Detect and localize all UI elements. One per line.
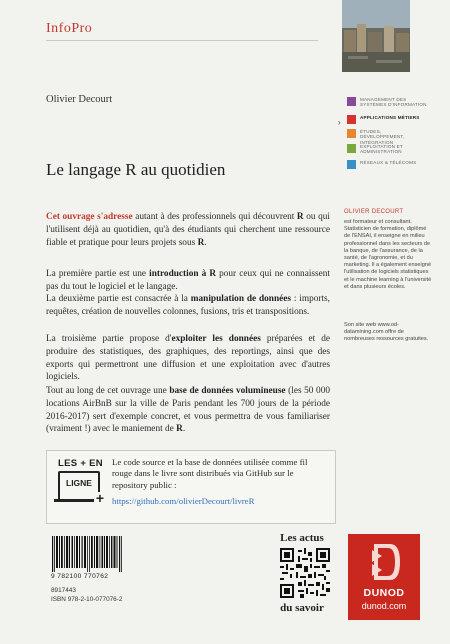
part3-text: préparées et de produire des statistiques, des graphiques, des reportings, ainsi que des exports qui permettront une diffusion et une exploitation avec d'autres logiciels. [46, 334, 330, 383]
brand-initial: I [46, 21, 52, 36]
part2-bold: manipulation de données [190, 294, 291, 304]
sidebar-author-name: OLIVIER DECOURT [344, 209, 404, 215]
intro-text: autant à des professionnels qui découvrent [132, 212, 297, 222]
paragraph-database [46, 385, 330, 436]
database-r: R [176, 424, 183, 435]
chevron-right-icon: › [338, 118, 341, 127]
category-label: EXPLOITATION ET ADMINISTRATION [360, 144, 403, 155]
qr-code-icon [280, 548, 330, 598]
isbn: ISBN 978-2-10-077076-2 [51, 596, 123, 603]
cover-photo [342, 0, 410, 72]
intro-r: R [197, 237, 205, 248]
brand-rest: nfoPro [51, 21, 93, 36]
category-swatch [347, 115, 356, 124]
category-swatch [347, 129, 356, 138]
part3-bold: exploiter les données [171, 334, 261, 344]
reference-number: 8917443 [51, 587, 76, 594]
badge-screen-text: LIGNE [66, 478, 92, 488]
sidebar-website: Son site web www.od-datamining.com offre de nombreuses ressources gratuites. [344, 322, 429, 343]
paragraph-part2 [46, 293, 330, 319]
online-box-text: Le code source et la base de données utilisée comme fil rouge dans le livre sont distribués via GitHub sur le repository public : [112, 457, 308, 490]
category-swatch [347, 144, 356, 153]
intro-lead: Cet ouvrage s'adresse [46, 212, 133, 222]
part2-text: La deuxième partie est consacrée à la [46, 294, 191, 304]
category-swatch [347, 97, 356, 106]
category-label: APPLICATIONS MÉTIERS [360, 115, 420, 120]
barcode [52, 536, 124, 572]
barcode-digits: 9 782100 770762 [51, 573, 109, 580]
category-swatch [347, 160, 356, 169]
category-label: MANAGEMENT DES SYSTÈMES D'INFORMATION [360, 97, 427, 108]
database-text: (les 50 000 locations AirBnB sur la ville de Paris pendant les 700 jours de la période 2016-2017) sert d'exemple concret, et vous permettra de vous familiariser (vraiment !) avec le maniement de [46, 386, 330, 435]
plus-icon: + [95, 490, 105, 506]
collection-logo [46, 21, 92, 37]
intro-text: . [204, 237, 207, 248]
paragraph-part1 [46, 268, 330, 294]
part3-text: La troisième partie propose d' [46, 334, 172, 344]
dunod-logo-icon [370, 542, 400, 582]
header-divider [46, 40, 318, 41]
sidebar-author-bio: est formateur et consultant. Statisticien de formation, diplômé de l'ENSAI, il enseigne en milieu professionnel dans les secteurs de la banque, de l'assurance, de la santé, de l'agronomie, et du marketing. Il a également enseigné l'utilisation de logiciels statistiques et le machine learning à l'université et dans plusieurs écoles. [344, 219, 432, 290]
publisher-name: DUNOD [363, 587, 405, 599]
part1-bold: introduction à R [149, 269, 217, 279]
database-text: . [182, 424, 186, 435]
author-name: Olivier Decourt [46, 94, 113, 105]
publisher-url[interactable]: dunod.com [361, 601, 407, 611]
part1-text: La première partie est une [46, 269, 150, 279]
github-link[interactable]: https://github.com/olivierDecourt/livreR [112, 496, 255, 506]
database-bold: base de données volumineuse [169, 386, 286, 396]
category-label: RÉSEAUX & TÉLÉCOMS [360, 160, 417, 165]
database-text: Tout au long de cet ouvrage une [46, 386, 170, 396]
paragraph-intro [46, 211, 330, 249]
category-label: ÉTUDES, DÉVELOPPEMENT, INTÉGRATION [360, 129, 405, 145]
paragraph-part3 [46, 333, 330, 384]
les-plus-en-ligne-badge [54, 458, 106, 514]
intro-r: R [296, 212, 304, 222]
part1-text: pour ceux qui ne connaissent pas du tout le logiciel et le langage. [46, 269, 330, 292]
part2-text: : imports, requêtes, création de nouvelles colonnes, fusions, tris et transpositions. [46, 294, 330, 317]
badge-top-text: LES + EN [58, 458, 103, 469]
intro-text: ou qui l'utilisent déjà au quotidien, qu'à des étudiants qui cherchent une ressource fiable et pratique pour leurs projets sous [46, 212, 330, 248]
book-title: Le langage R au quotidien [46, 160, 226, 179]
actus-subheading: du savoir [280, 602, 324, 614]
actus-heading: Les actus [280, 532, 324, 544]
